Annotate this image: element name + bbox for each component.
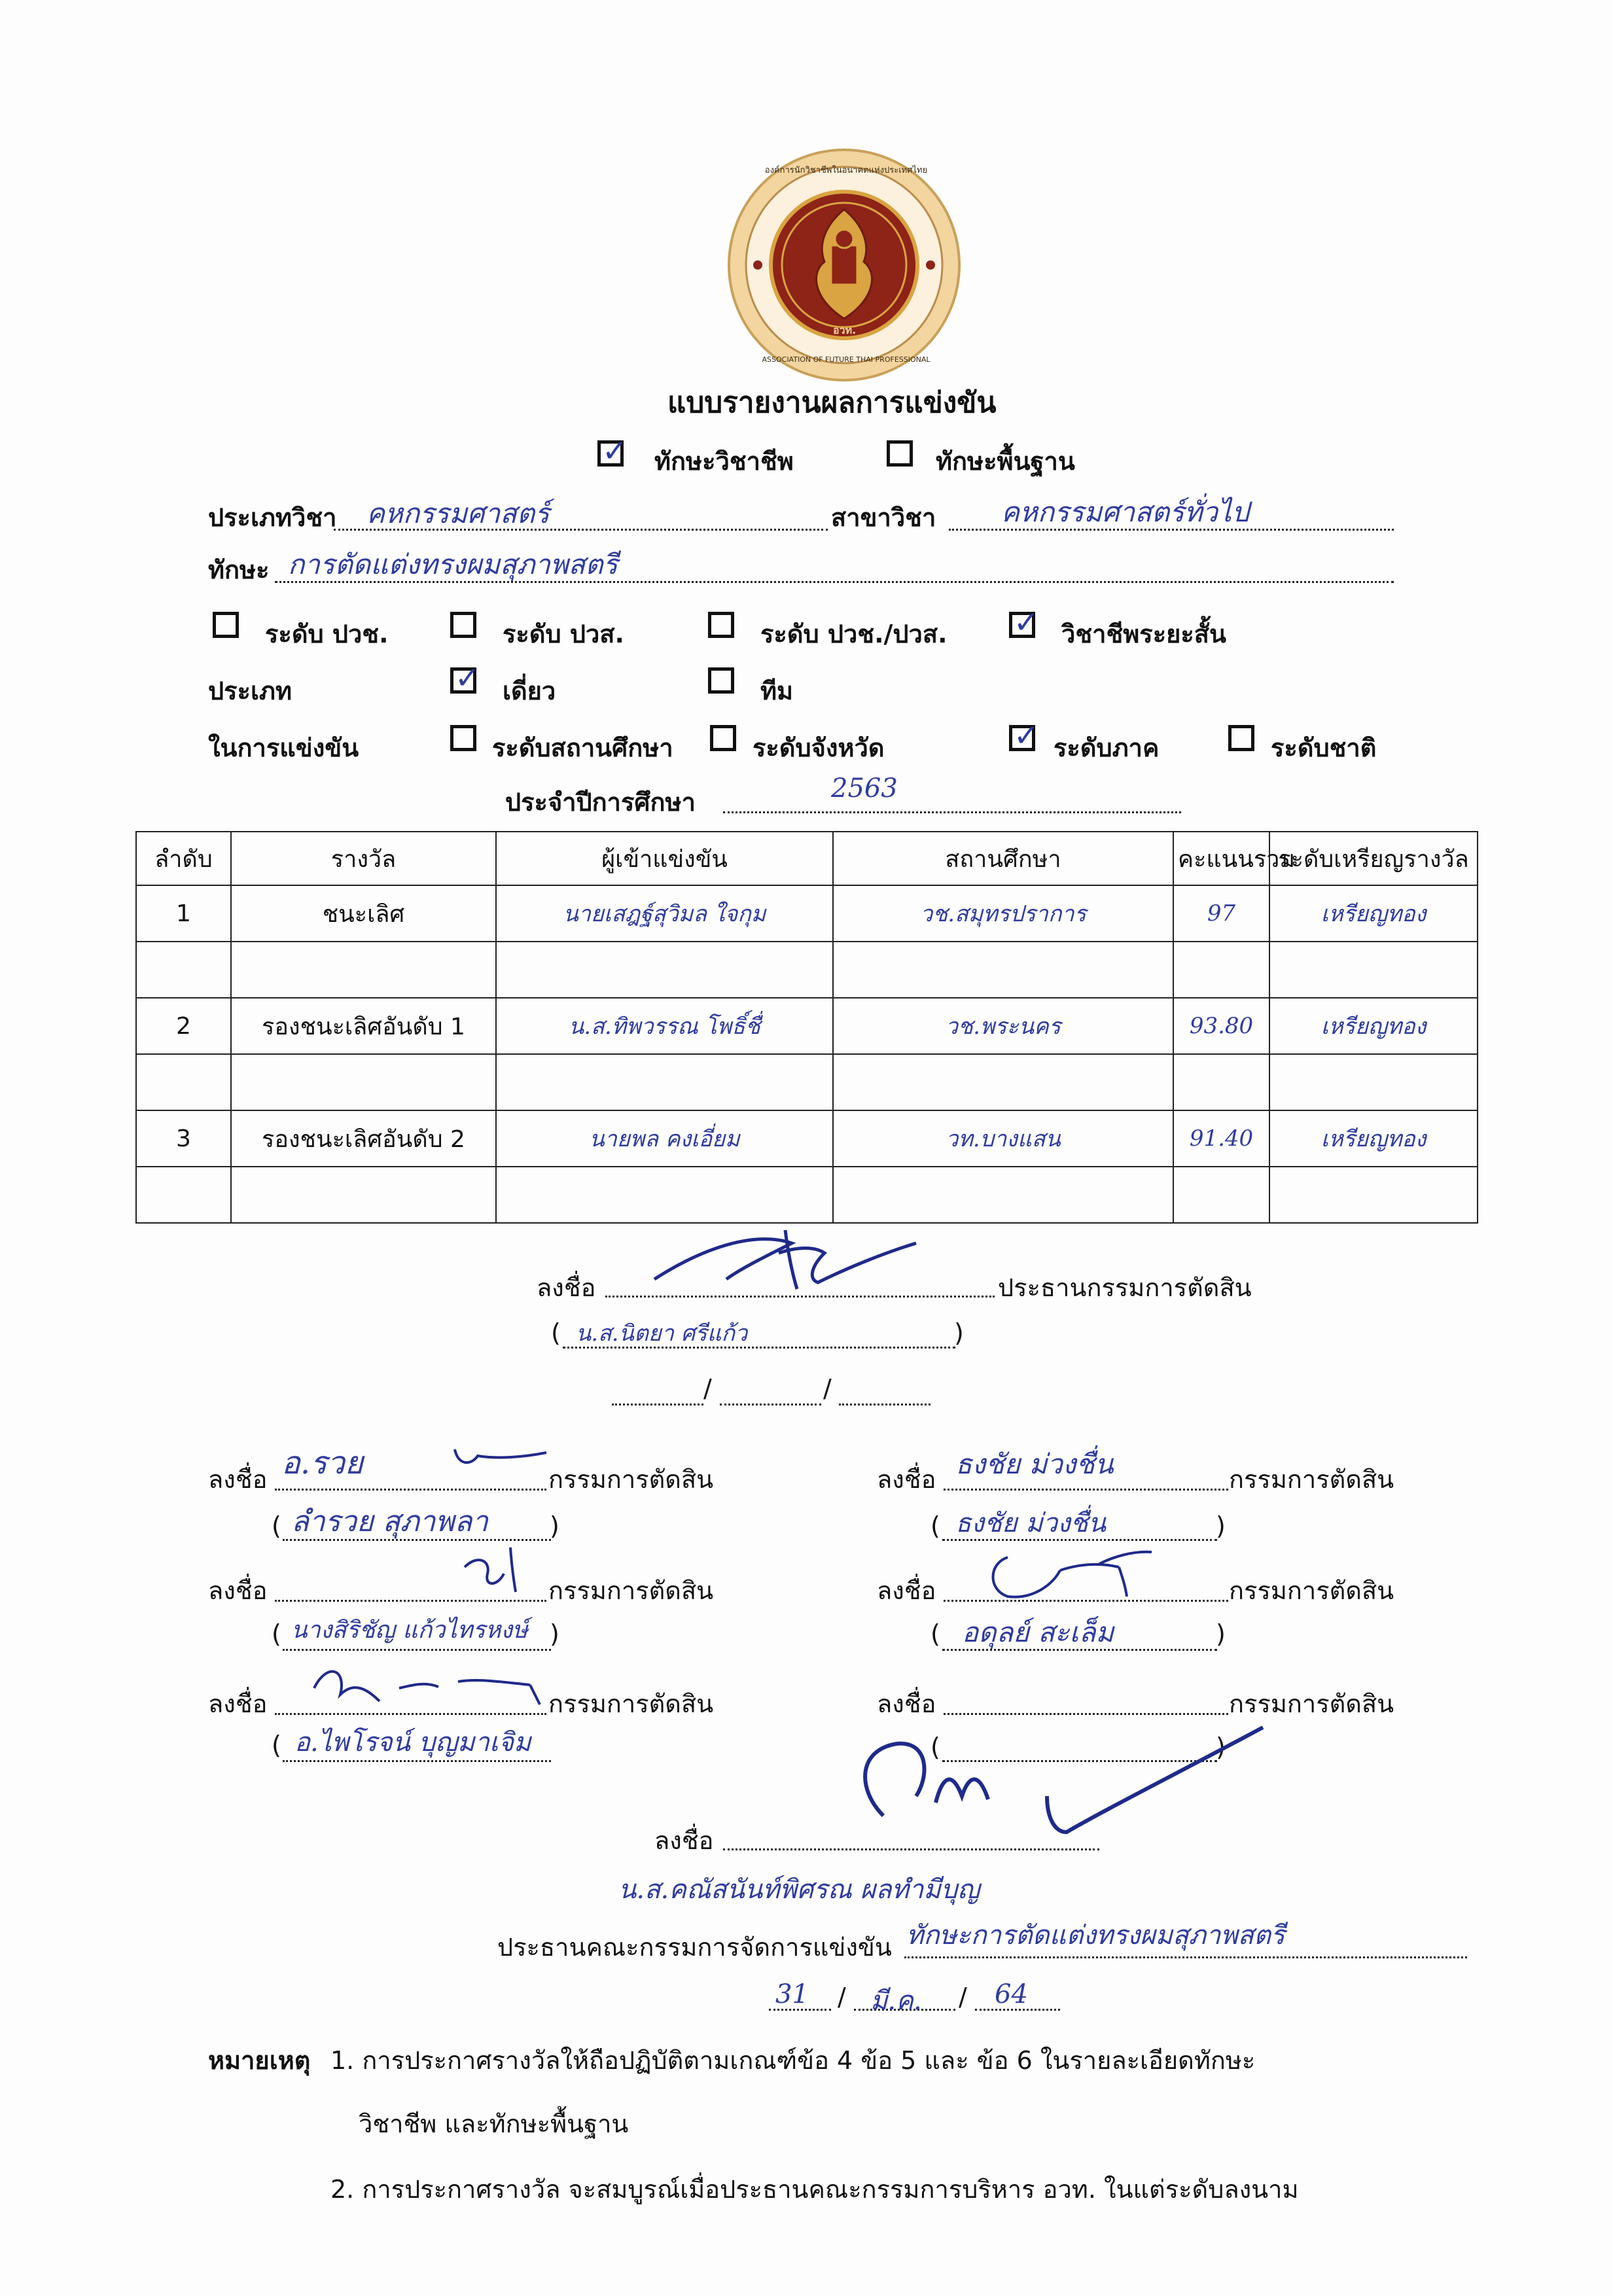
level-pvc-label: ระดับ ปวช. (265, 620, 389, 648)
judge1-signature-stroke (452, 1443, 550, 1475)
organizer-role-label: ประธานคณะกรรมการจัดการแข่งขัน (497, 1933, 892, 1962)
organizer-date-year: 64 (995, 1979, 1028, 2009)
notes-label: หมายเหตุ (208, 2046, 311, 2075)
chairman-name-close-paren: ) (954, 1318, 964, 1347)
table-row (136, 885, 1478, 942)
score-cell: 91.40 (1173, 1110, 1269, 1167)
judge2-name: ธงชัย ม่วงชื่น (955, 1508, 1107, 1538)
judge4-signature (982, 1544, 1178, 1603)
checkbox-national-level[interactable] (1228, 725, 1254, 751)
header-school: สถานศึกษา (833, 832, 1173, 885)
notes-item1-line2: วิชาชีพ และทักษะพื้นฐาน (359, 2110, 629, 2138)
judge5-sign-label: ลงชื่อ (208, 1689, 268, 1718)
check-mark-icon: ✓ (602, 433, 628, 468)
school-cell: วช.พระนคร (833, 998, 1173, 1054)
level-pvs-label: ระดับ ปวส. (503, 620, 624, 648)
judge6-open-paren: ( (931, 1733, 940, 1761)
header-contestant: ผู้เข้าแข่งขัน (496, 832, 833, 885)
results-table (135, 831, 1478, 1224)
vocational-skill-label: ทักษะวิชาชีพ (654, 447, 794, 476)
rank-cell: 2 (136, 998, 231, 1054)
table-row (136, 1110, 1478, 1167)
medal-cell: เหรียญทอง (1269, 885, 1478, 942)
chairman-date-sep-1: / (703, 1374, 712, 1403)
organizer-date-month: มี.ค. (870, 1986, 922, 2016)
checkbox-short-course[interactable] (1009, 605, 1039, 640)
branch-label: สาขาวิชา (831, 503, 936, 532)
judge4-role: กรรมการตัดสิน (1229, 1576, 1394, 1605)
judge1-name: ลำรวย สุภาพลา (291, 1505, 489, 1538)
chairman-role: ประธานกรรมการตัดสิน (998, 1273, 1252, 1302)
chairman-sign-label: ลงชื่อ (537, 1273, 596, 1302)
organizer-date-sep-1: / (838, 1983, 846, 2011)
check-mark-icon: ✓ (455, 660, 480, 696)
seal-center-text: อวท. (833, 324, 857, 336)
table-row (136, 998, 1478, 1054)
checkbox-level-pvc-pvs[interactable] (708, 612, 734, 638)
school-level-label: ระดับสถานศึกษา (492, 733, 673, 762)
checkbox-team[interactable] (708, 667, 734, 694)
judge5-role: กรรมการตัดสิน (548, 1689, 714, 1718)
judge1-close-paren: ) (550, 1511, 559, 1540)
judge1-role: กรรมการตัดสิน (548, 1465, 714, 1494)
judge4-close-paren: ) (1216, 1619, 1226, 1648)
short-course-label: วิชาชีพระยะสั้น (1061, 620, 1226, 648)
level-pvc-pvs-label: ระดับ ปวช./ปวส. (760, 620, 948, 648)
academic-year-dotline (723, 811, 1181, 813)
national-level-label: ระดับชาติ (1271, 733, 1377, 762)
province-level-label: ระดับจังหวัด (753, 733, 885, 762)
individual-label: เดี่ยว (503, 677, 556, 705)
skill-value: การตัดแต่งทรงผมสุภาพสตรี (288, 548, 618, 580)
header-score: คะแนนรวม (1173, 832, 1269, 885)
judge5-open-paren: ( (272, 1731, 281, 1759)
judge3-signature (458, 1541, 537, 1593)
judge3-sign-dotline (275, 1600, 546, 1602)
competition-label: ในการแข่งขัน (208, 733, 359, 762)
judge1-sign-dotline (275, 1489, 546, 1491)
school-cell: วช.สมุทรปราการ (833, 885, 1173, 942)
table-row-blank (136, 942, 1478, 998)
organizer-name: น.ส.คณัสนันท์พิศรณ ผลทำมีบุญ (618, 1875, 980, 1905)
judge2-role: กรรมการตัดสิน (1229, 1465, 1394, 1494)
team-label: ทีม (760, 677, 794, 705)
judge2-sign-label: ลงชื่อ (877, 1465, 936, 1494)
judge3-sign-label: ลงชื่อ (208, 1576, 268, 1605)
medal-cell: เหรียญทอง (1269, 1110, 1478, 1167)
category-value: คหกรรมศาสตร์ (366, 497, 550, 529)
header-rank: ลำดับ (136, 832, 231, 885)
seal-bottom-text: ASSOCIATION OF FUTURE THAI PROFESSIONAL (762, 355, 931, 364)
judge1-open-paren: ( (272, 1511, 281, 1540)
basic-skill-label: ทักษะพื้นฐาน (936, 447, 1075, 476)
checkbox-province-level[interactable] (710, 725, 736, 751)
organizer-sign-dotline (723, 1848, 1099, 1850)
organizer-sign-label: ลงชื่อ (654, 1826, 714, 1855)
academic-year-value: 2563 (831, 773, 898, 804)
region-level-label: ระดับภาค (1054, 733, 1160, 762)
notes-item1-line1: 1. การประกาศรางวัลให้ถือปฏิบัติตามเกณฑ์ข้อ 4 ข้อ 5 และ ข้อ 6 ในรายละเอียดทักษะ (330, 2046, 1256, 2075)
school-cell: วท.บางแสน (833, 1110, 1173, 1167)
judge3-close-paren: ) (550, 1619, 559, 1648)
judge3-name: นางสิริชัญ แก้วไทรหงษ์ (291, 1617, 528, 1644)
judge2-close-paren: ) (1216, 1511, 1226, 1540)
association-seal-logo (726, 147, 962, 383)
award-cell: รองชนะเลิศอันดับ 1 (231, 998, 496, 1054)
judge2-open-paren: ( (931, 1511, 940, 1540)
judge6-sign-label: ลงชื่อ (877, 1689, 936, 1718)
award-cell: ชนะเลิศ (231, 885, 496, 942)
organizer-signature (831, 1718, 1276, 1848)
judge6-sign-dotline (944, 1713, 1228, 1715)
rank-cell: 3 (136, 1110, 231, 1167)
score-cell: 93.80 (1173, 998, 1269, 1054)
medal-cell: เหรียญทอง (1269, 998, 1478, 1054)
checkbox-level-pvs[interactable] (450, 612, 476, 638)
contestant-cell: นายพล คงเอี่ยม (496, 1110, 833, 1167)
notes-item2: 2. การประกาศรางวัล จะสมบูรณ์เมื่อประธานคณะกรรมการบริหาร อวท. ในแต่ระดับลงนาม (330, 2175, 1299, 2204)
table-header-row (136, 832, 1478, 885)
academic-year-label: ประจำปีการศึกษา (505, 788, 696, 817)
skill-label: ทักษะ (208, 556, 270, 584)
judge6-close-paren: ) (1216, 1733, 1226, 1761)
category-label: ประเภทวิชา (208, 503, 337, 532)
checkbox-school-level[interactable] (450, 725, 476, 751)
contestant-cell: น.ส.ทิพวรรณ โพธิ์ชื่ (496, 998, 833, 1054)
table-row-blank (136, 1054, 1478, 1110)
score-cell: 97 (1173, 885, 1269, 942)
chairman-date-day (612, 1404, 703, 1405)
contestant-cell: นายเสฎฐ์สุวิมล ใจกุม (496, 885, 833, 942)
judge2-signature: ธงชัย ม่วงชื่น (955, 1448, 1114, 1480)
judge4-name: อดุลย์ สะเล็ม (962, 1616, 1114, 1648)
chairman-signature (648, 1217, 923, 1302)
table-row-blank (136, 1167, 1478, 1223)
judge2-sign-dotline (944, 1489, 1228, 1491)
judge3-open-paren: ( (272, 1619, 281, 1648)
judge6-role: กรรมการตัดสิน (1229, 1689, 1394, 1718)
organizer-role-value: ทักษะการตัดแต่งทรงผมสุภาพสตรี (906, 1920, 1285, 1951)
chairman-name: น.ส.นิตยา ศรีแก้ว (576, 1320, 748, 1347)
judge5-signature (308, 1649, 543, 1714)
judge1-sign-label: ลงชื่อ (208, 1465, 268, 1494)
organizer-date-day: 31 (775, 1979, 809, 2009)
organizer-role-dotline (904, 1956, 1467, 1958)
rank-cell: 1 (136, 885, 231, 942)
judge4-open-paren: ( (931, 1619, 940, 1648)
checkbox-individual[interactable] (450, 660, 480, 696)
chairman-date-month (720, 1404, 821, 1405)
header-medal: ระดับเหรียญรางวัล (1269, 832, 1478, 885)
checkbox-basic-skill[interactable] (887, 440, 913, 467)
judge5-name: อ.ไพโรจน์ บุญมาเจิม (294, 1727, 531, 1757)
checkbox-vocational-skill[interactable] (597, 433, 628, 468)
seal-top-text: องค์การนักวิชาชีพในอนาคตแห่งประเทศไทย (764, 166, 928, 175)
chairman-name-open-paren: ( (551, 1318, 561, 1347)
form-title: แบบรายงานผลการแข่งขัน (667, 386, 997, 419)
chairman-date-sep-2: / (823, 1374, 832, 1403)
header-award: รางวัล (231, 832, 496, 885)
branch-value: คหกรรมศาสตร์ทั่วไป (1001, 496, 1249, 528)
judge4-sign-label: ลงชื่อ (877, 1576, 936, 1605)
check-mark-icon: ✓ (1014, 718, 1039, 753)
organizer-date-sep-2: / (959, 1983, 967, 2011)
type-label: ประเภท (208, 677, 292, 705)
chairman-date-year (839, 1404, 931, 1405)
judge1-signature: อ.รวย (281, 1445, 363, 1481)
checkbox-level-pvc[interactable] (213, 612, 239, 638)
judge3-role: กรรมการตัดสิน (548, 1576, 714, 1605)
checkbox-region-level[interactable] (1009, 718, 1039, 753)
check-mark-icon: ✓ (1014, 605, 1039, 640)
award-cell: รองชนะเลิศอันดับ 2 (231, 1110, 496, 1167)
